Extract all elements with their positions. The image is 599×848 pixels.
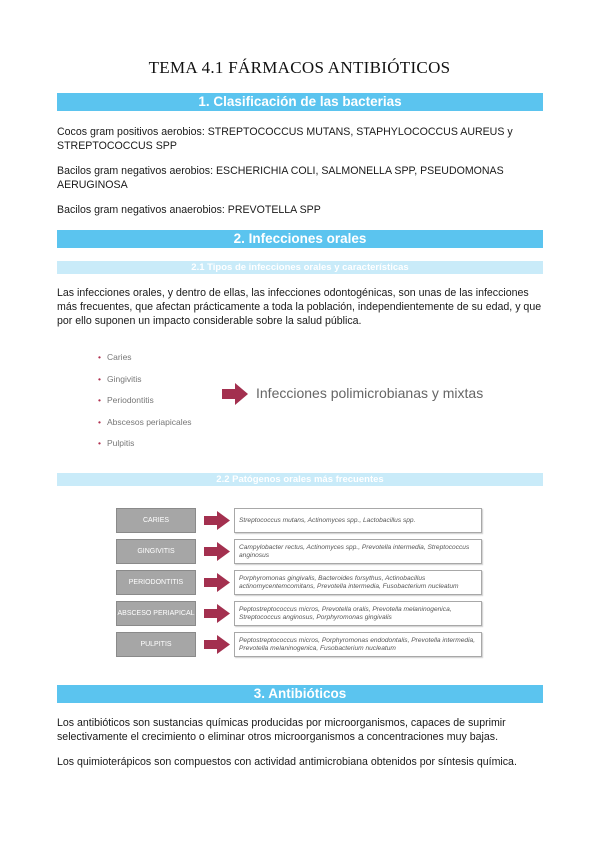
page-title: TEMA 4.1 FÁRMACOS ANTIBIÓTICOS	[148, 58, 451, 77]
infection-list	[98, 352, 192, 460]
arrow-right-icon	[204, 542, 230, 561]
arrow-right-icon	[204, 573, 230, 592]
subsection-heading-pathogens: 2.2 Patógenos orales más frecuentes	[57, 473, 543, 486]
pathogens-box: Peptostreptococcus micros, Prevotella oralis, Prevotella melaninogenica, Streptococcus anginosus, Porphyromonas gingivalis	[234, 601, 482, 626]
row-label: PULPITIS	[116, 632, 196, 657]
arrow-right-icon	[222, 383, 248, 405]
row-label: PERIODONTITIS	[116, 570, 196, 595]
pathogens-box: Campylobacter rectus, Actinomyces spp., Prevotella intermedia, Streptococcus anginosus	[234, 539, 482, 564]
list-item: • Periodontitis	[98, 395, 154, 405]
arrow-right-icon	[204, 635, 230, 654]
paragraph-quimioterapicos: Los quimioterápicos son compuestos con actividad antimicrobiana obtenidos por síntesis química.	[57, 756, 517, 768]
bullet-icon: •	[98, 352, 101, 362]
list-item: • Abscesos periapicales	[98, 416, 192, 427]
table-row	[116, 570, 483, 595]
paragraph-bacilos-anaerobios: Bacilos gram negativos anaerobios: PREVOTELLA SPP	[57, 204, 321, 216]
list-item: • Pulpitis	[98, 438, 135, 448]
table-row	[116, 601, 483, 626]
section-heading-antibiotics: 3. Antibióticos	[57, 685, 543, 703]
paragraph-cocos: Cocos gram positivos aerobios: STREPTOCOCCUS MUTANS, STAPHYLOCOCCUS AUREUS y STREPTOCOCCUS SPP	[57, 126, 513, 152]
polymicrobial-label: Infecciones polimicrobianas y mixtas	[256, 385, 484, 401]
row-label: GINGIVITIS	[116, 539, 196, 564]
row-label: CARIES	[116, 508, 196, 533]
list-item: • Caries	[98, 352, 132, 362]
table-row	[116, 632, 483, 657]
section-heading-infections: 2. Infecciones orales	[57, 230, 543, 248]
pathogens-box: Porphyromonas gingivalis, Bacteroides forsythus, Actinobacillus actinomycentemcomitans, Prevotella intermedia, Fusobacterium nucleatum	[234, 570, 482, 595]
subsection-heading-types: 2.1 Tipos de infecciones orales y características	[57, 261, 543, 274]
arrow-right-icon	[204, 511, 230, 530]
table-row	[116, 508, 483, 533]
pathogens-box: Peptostreptococcus micros, Porphyromonas endodontalis, Prevotella intermedia, Prevotella melaninogenica, Fusobacterium nucleatum	[234, 632, 482, 657]
paragraph-bacilos-aerobios: Bacilos gram negativos aerobios: ESCHERICHIA COLI, SALMONELLA SPP, PSEUDOMONAS AERUGINOSA	[57, 165, 504, 191]
row-label: ABSCESO PERIAPICAL	[116, 601, 196, 626]
paragraph-infections: Las infecciones orales, y dentro de ellas, las infecciones odontogénicas, son unas de las infecciones más frecuentes, que afectan prácticamente a toda la población, independientemente de su edad, y que por ello suponen un impacto considerable sobre la salud pública.	[57, 287, 542, 327]
bullet-icon: •	[98, 438, 101, 448]
bullet-icon: •	[98, 416, 101, 427]
arrow-right-icon	[204, 604, 230, 623]
paragraph-antibiotics: Los antibióticos son sustancias químicas producidas por microorganismos, capaces de suprimir selectivamente el crecimiento o eliminar otros microorganismos a concentraciones muy bajas.	[57, 717, 506, 743]
pathogens-box: Streptococcus mutans, Actinomyces spp., Lactobacillus spp.	[234, 508, 482, 533]
bullet-icon: •	[98, 395, 101, 405]
table-row	[116, 539, 483, 564]
section-heading-classification: 1. Clasificación de las bacterias	[57, 93, 543, 111]
list-item: • Gingivitis	[98, 373, 142, 384]
bullet-icon: •	[98, 373, 101, 384]
